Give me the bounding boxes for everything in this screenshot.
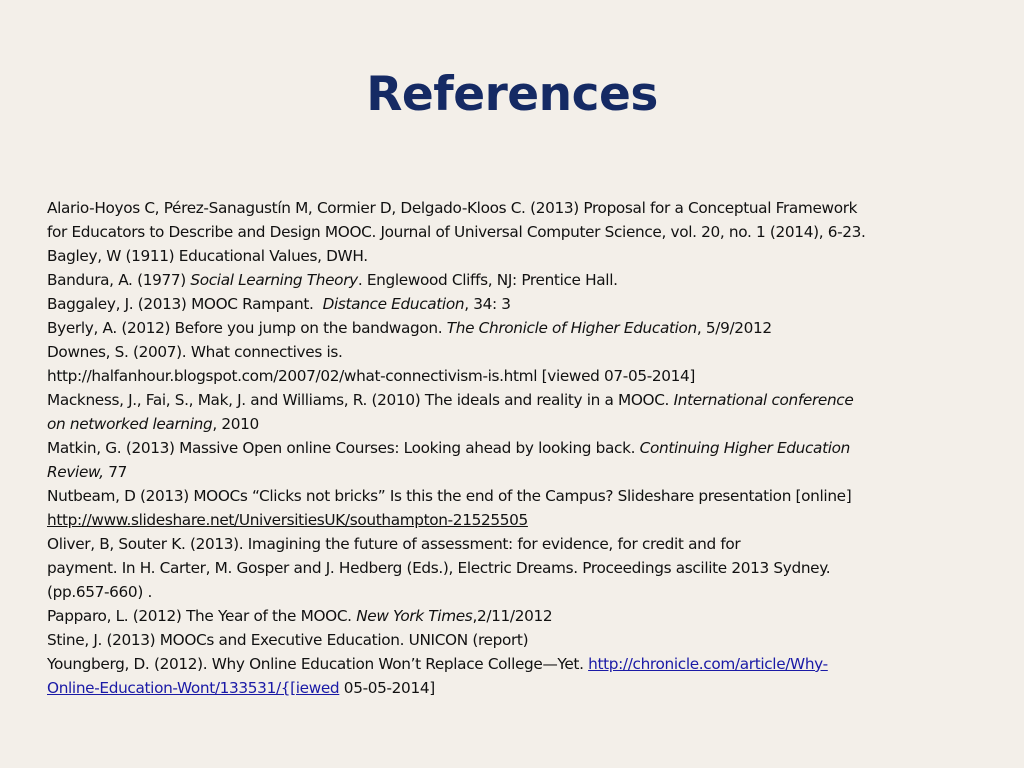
reference-text: Bagley, W (1911) Educational Values, DWH. [47, 247, 368, 265]
reference-item-byerly [47, 316, 962, 340]
reference-text: , 5/9/2012 [696, 319, 772, 337]
reference-item-oliver [47, 532, 962, 604]
reference-item-papparo [47, 604, 962, 628]
reference-item-bandura [47, 268, 962, 292]
reference-source-title: Review, [47, 463, 104, 481]
reference-text: Alario-Hoyos C, Pérez-Sanagustín M, Cormier D, Delgado-Kloos C. (2013) Proposal for a Conceptual Framework [47, 199, 858, 217]
reference-source-title: Distance Education [322, 295, 465, 313]
reference-text: Byerly, A. (2012) Before you jump on the bandwagon. [47, 319, 447, 337]
reference-item-baggaley [47, 292, 962, 316]
reference-link[interactable]: http://chronicle.com/article/Why- [588, 655, 828, 673]
reference-link[interactable]: http://www.slideshare.net/UniversitiesUK/southampton-21525505 [47, 511, 528, 529]
reference-text: Bandura, A. (1977) [47, 271, 191, 289]
reference-source-title: Social Learning Theory [190, 271, 358, 289]
reference-item-downes [47, 340, 962, 388]
reference-text: 77 [103, 463, 127, 481]
reference-list [47, 196, 962, 700]
reference-text: Mackness, J., Fai, S., Mak, J. and Williams, R. (2010) The ideals and reality in a MOOC. [47, 391, 674, 409]
reference-text: Matkin, G. (2013) Massive Open online Courses: Looking ahead by looking back. [47, 439, 640, 457]
reference-url-text: http://halfanhour.blogspot.com/2007/02/what-connectivism-is.html [viewed 07-05-2014] [47, 367, 696, 385]
reference-text: Youngberg, D. (2012). Why Online Education Won’t Replace College—Yet. [47, 655, 589, 673]
reference-text: Papparo, L. (2012) The Year of the MOOC. [47, 607, 357, 625]
reference-text: for Educators to Describe and Design MOOC. Journal of Universal Computer Science, vol. 20, no. 1 (2014), 6-23. [47, 223, 866, 241]
reference-link[interactable]: Online-Education-Wont/133531/{[iewed [47, 679, 340, 697]
reference-source-title: International conference [673, 391, 854, 409]
reference-text: Downes, S. (2007). What connectives is. [47, 343, 343, 361]
reference-text: , 2010 [212, 415, 259, 433]
reference-item-stine [47, 628, 962, 652]
reference-text: (pp.657-660) . [47, 583, 152, 601]
reference-text: payment. In H. Carter, M. Gosper and J. Hedberg (Eds.), Electric Dreams. Proceedings ascilite 2013 Sydney. [47, 559, 831, 577]
reference-item-nutbeam [47, 484, 962, 532]
reference-source-title: Continuing Higher Education [639, 439, 850, 457]
reference-text: , 34: 3 [464, 295, 511, 313]
reference-text: Baggaley, J. (2013) MOOC Rampant. [47, 295, 323, 313]
reference-item-bagley [47, 244, 962, 268]
reference-source-title: New York Times [356, 607, 473, 625]
reference-item-mackness [47, 388, 962, 436]
reference-text: . Englewood Cliffs, NJ: Prentice Hall. [357, 271, 618, 289]
reference-text: ,2/11/2012 [472, 607, 553, 625]
reference-text: 05-05-2014] [339, 679, 435, 697]
reference-item-youngberg [47, 652, 962, 700]
reference-source-title: The Chronicle of Higher Education [446, 319, 697, 337]
reference-item-alario-hoyos [47, 196, 962, 244]
reference-source-title: on networked learning [47, 415, 213, 433]
reference-text: Nutbeam, D (2013) MOOCs “Clicks not bricks” Is this the end of the Campus? Slideshare presentation [online] [47, 487, 852, 505]
slide-title: References [366, 67, 658, 122]
reference-text: Stine, J. (2013) MOOCs and Executive Education. UNICON (report) [47, 631, 529, 649]
reference-item-matkin [47, 436, 962, 484]
reference-text: Oliver, B, Souter K. (2013). Imagining the future of assessment: for evidence, for credit and for [47, 535, 741, 553]
